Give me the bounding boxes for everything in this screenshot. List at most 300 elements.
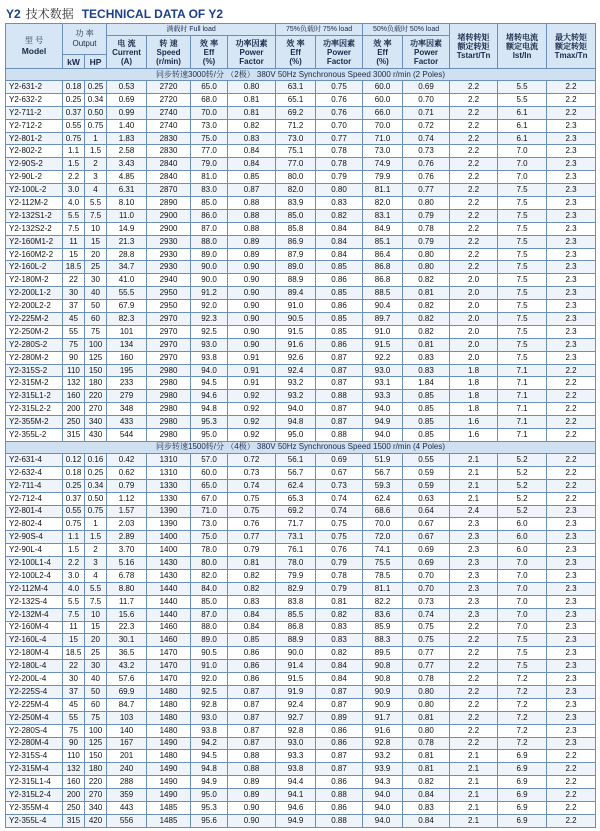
cell-eff: 94.0: [191, 364, 228, 377]
table-row: [6, 235, 596, 248]
pf75-cn: 功率因素: [323, 38, 356, 48]
cell-speed: 1480: [147, 724, 191, 737]
cell-pf: 0.82: [228, 569, 276, 582]
cell-eff: 75.0: [191, 531, 228, 544]
table-row: [6, 338, 596, 351]
cell-eff: 87.0: [191, 608, 228, 621]
cell-pf-50: 0.59: [403, 479, 450, 492]
cell-eff-75: 85.0: [276, 209, 316, 222]
cell-ist-in: 7.1: [498, 416, 547, 429]
model-header-cn: 型 号: [24, 36, 44, 45]
cell-kw: 0.55: [63, 505, 85, 518]
cell-pf-75: 0.83: [316, 621, 363, 634]
eff75-unit: (%): [289, 56, 302, 66]
cell-pf-75: 0.82: [316, 647, 363, 660]
cell-eff-75: 92.7: [276, 711, 316, 724]
cell-model: Y2-100L1-4: [6, 557, 63, 570]
cell-kw: 2.2: [63, 557, 85, 570]
cell-pf-50: 0.84: [403, 814, 450, 827]
cell-tstart-tn: 2.2: [450, 698, 498, 711]
cell-eff-75: 63.1: [276, 81, 316, 94]
cell-eff: 95.6: [191, 814, 228, 827]
cell-eff-75: 94.9: [276, 814, 316, 827]
cell-eff-50: 85.1: [363, 235, 403, 248]
cell-eff: 70.0: [191, 106, 228, 119]
cell-current: 240: [107, 763, 147, 776]
cell-pf-75: 0.87: [316, 698, 363, 711]
cell-kw: 4.0: [63, 197, 85, 210]
cell-eff: 81.0: [191, 171, 228, 184]
cell-tstart-tn: 2.2: [450, 106, 498, 119]
cell-hp: 75: [85, 325, 107, 338]
cell-speed: 2980: [147, 390, 191, 403]
cell-model: Y2-250M-4: [6, 711, 63, 724]
cell-hp: 2: [85, 544, 107, 557]
cell-kw: 30: [63, 287, 85, 300]
tmax-cn2: 额定转矩: [555, 41, 588, 51]
cell-eff-50: 93.2: [363, 750, 403, 763]
cell-tstart-tn: 2.0: [450, 300, 498, 313]
cell-eff-50: 85.9: [363, 621, 403, 634]
cell-pf-75: 0.76: [316, 93, 363, 106]
table-row: [6, 608, 596, 621]
cell-tmax-tn: 2.2: [547, 429, 596, 442]
cell-ist-in: 7.0: [498, 621, 547, 634]
cell-eff-50: 72.0: [363, 531, 403, 544]
cell-current: 22.3: [107, 621, 147, 634]
cell-pf-75: 0.85: [316, 313, 363, 326]
cell-ist-in: 6.1: [498, 119, 547, 132]
cell-eff-75: 65.1: [276, 93, 316, 106]
cell-hp: 180: [85, 377, 107, 390]
cell-eff: 93.8: [191, 351, 228, 364]
cell-tmax-tn: 2.2: [547, 776, 596, 789]
cell-eff-50: 81.1: [363, 184, 403, 197]
cell-kw: 0.18: [63, 81, 85, 94]
table-row: [6, 261, 596, 274]
cell-pf-75: 0.87: [316, 763, 363, 776]
cell-tstart-tn: 2.2: [450, 119, 498, 132]
table-row: [6, 313, 596, 326]
table-row: [6, 595, 596, 608]
pf-header: [228, 36, 276, 69]
table-row: [6, 479, 596, 492]
table-row: [6, 544, 596, 557]
cell-tstart-tn: 2.2: [450, 261, 498, 274]
cell-ist-in: 7.5: [498, 248, 547, 261]
cell-eff-50: 89.7: [363, 313, 403, 326]
cell-pf-50: 0.70: [403, 582, 450, 595]
cell-eff-50: 93.1: [363, 377, 403, 390]
cell-current: 30.1: [107, 634, 147, 647]
cell-pf-75: 0.76: [316, 544, 363, 557]
cell-hp: 3: [85, 171, 107, 184]
cell-eff: 95.0: [191, 429, 228, 442]
cell-speed: 1490: [147, 763, 191, 776]
cell-speed: 2980: [147, 377, 191, 390]
cell-eff-50: 88.5: [363, 287, 403, 300]
cell-ist-in: 7.5: [498, 222, 547, 235]
cell-pf-50: 0.63: [403, 492, 450, 505]
cell-eff-50: 93.3: [363, 390, 403, 403]
cell-tmax-tn: 2.3: [547, 274, 596, 287]
cell-eff: 95.3: [191, 416, 228, 429]
cell-ist-in: 5.2: [498, 479, 547, 492]
cell-kw: 0.55: [63, 119, 85, 132]
cell-current: 8.10: [107, 197, 147, 210]
eff75-cn: 效 率: [286, 38, 305, 48]
cell-model: Y2-711-4: [6, 479, 63, 492]
cell-model: Y2-180M-2: [6, 274, 63, 287]
cell-current: 34.7: [107, 261, 147, 274]
cell-pf: 0.90: [228, 313, 276, 326]
cell-ist-in: 7.0: [498, 595, 547, 608]
table-row: [6, 119, 596, 132]
cell-pf-50: 0.74: [403, 608, 450, 621]
cell-eff: 85.0: [191, 595, 228, 608]
speed-cn: 转 速: [159, 38, 178, 48]
cell-tmax-tn: 2.3: [547, 351, 596, 364]
cell-current: 359: [107, 789, 147, 802]
cell-model: Y2-315S-4: [6, 750, 63, 763]
cell-eff-50: 60.0: [363, 93, 403, 106]
cell-current: 160: [107, 351, 147, 364]
cell-speed: 1490: [147, 737, 191, 750]
cell-tmax-tn: 2.3: [547, 531, 596, 544]
cell-hp: 15: [85, 621, 107, 634]
table-row: [6, 582, 596, 595]
cell-ist-in: 6.1: [498, 106, 547, 119]
cell-model: Y2-801-2: [6, 132, 63, 145]
cell-ist-in: 6.9: [498, 789, 547, 802]
table-row: [6, 377, 596, 390]
cell-kw: 132: [63, 377, 85, 390]
cell-pf-75: 0.67: [316, 466, 363, 479]
cell-pf-50: 0.77: [403, 660, 450, 673]
table-row: [6, 248, 596, 261]
cell-tstart-tn: 1.8: [450, 364, 498, 377]
cell-pf: 0.81: [228, 106, 276, 119]
cell-current: 36.5: [107, 647, 147, 660]
cell-pf-50: 0.80: [403, 698, 450, 711]
cell-pf-75: 0.84: [316, 235, 363, 248]
cell-eff-50: 70.0: [363, 518, 403, 531]
cell-pf-75: 0.78: [316, 569, 363, 582]
cell-hp: 0.25: [85, 466, 107, 479]
cell-kw: 7.5: [63, 222, 85, 235]
cell-eff: 68.0: [191, 93, 228, 106]
cell-speed: 2840: [147, 158, 191, 171]
cell-eff: 88.0: [191, 235, 228, 248]
cell-pf-75: 0.79: [316, 557, 363, 570]
cell-eff-50: 82.2: [363, 595, 403, 608]
cell-tmax-tn: 2.3: [547, 660, 596, 673]
cell-tstart-tn: 2.3: [450, 518, 498, 531]
cell-tstart-tn: 2.2: [450, 145, 498, 158]
cell-pf: 0.82: [228, 119, 276, 132]
cell-speed: 2720: [147, 81, 191, 94]
table-row: [6, 453, 596, 466]
cell-tstart-tn: 2.1: [450, 479, 498, 492]
cell-hp: 7.5: [85, 595, 107, 608]
cell-eff-75: 91.6: [276, 338, 316, 351]
cell-model: Y2-280M-4: [6, 737, 63, 750]
cell-pf-50: 0.78: [403, 673, 450, 686]
cell-pf-50: 0.82: [403, 274, 450, 287]
cell-pf-50: 0.80: [403, 724, 450, 737]
cell-kw: 0.12: [63, 453, 85, 466]
cell-tstart-tn: 2.1: [450, 814, 498, 827]
pf50-en1: Power: [414, 47, 439, 57]
cell-hp: 0.25: [85, 81, 107, 94]
cell-model: Y2-315L2-2: [6, 403, 63, 416]
cell-tmax-tn: 2.3: [547, 698, 596, 711]
cell-ist-in: 5.2: [498, 492, 547, 505]
cell-eff-75: 94.0: [276, 403, 316, 416]
cell-eff: 88.0: [191, 621, 228, 634]
cell-tmax-tn: 2.3: [547, 119, 596, 132]
cell-pf-50: 0.78: [403, 222, 450, 235]
cell-pf-75: 0.82: [316, 209, 363, 222]
cell-model: Y2-711-2: [6, 106, 63, 119]
cell-tmax-tn: 2.3: [547, 518, 596, 531]
cell-speed: 1310: [147, 453, 191, 466]
cell-eff: 94.5: [191, 377, 228, 390]
table-row: [6, 197, 596, 210]
cell-tmax-tn: 2.3: [547, 132, 596, 145]
cell-pf: 0.92: [228, 390, 276, 403]
cell-current: 11.0: [107, 209, 147, 222]
cell-pf-50: 0.69: [403, 81, 450, 94]
cell-hp: 50: [85, 685, 107, 698]
cell-ist-in: 6.0: [498, 544, 547, 557]
cell-ist-in: 7.2: [498, 711, 547, 724]
cell-tmax-tn: 2.3: [547, 313, 596, 326]
cell-hp: 180: [85, 763, 107, 776]
cell-pf: 0.90: [228, 287, 276, 300]
cell-kw: 132: [63, 763, 85, 776]
cell-ist-in: 7.2: [498, 737, 547, 750]
table-row: [6, 750, 596, 763]
table-row: [6, 763, 596, 776]
cell-tstart-tn: 2.2: [450, 634, 498, 647]
cell-pf: 0.89: [228, 789, 276, 802]
cell-pf: 0.91: [228, 364, 276, 377]
cell-current: 0.69: [107, 93, 147, 106]
cell-model: Y2-160L-2: [6, 261, 63, 274]
speed-header: [147, 36, 191, 69]
cell-kw: 2.2: [63, 171, 85, 184]
cell-hp: 30: [85, 274, 107, 287]
cell-pf: 0.88: [228, 209, 276, 222]
cell-tstart-tn: 2.2: [450, 158, 498, 171]
cell-model: Y2-132S2-2: [6, 222, 63, 235]
eff-cn: 效 率: [199, 38, 219, 48]
kw-header: kW: [63, 55, 85, 69]
cell-tstart-tn: 2.1: [450, 763, 498, 776]
table-row: [6, 660, 596, 673]
cell-pf: 0.84: [228, 158, 276, 171]
section-row: [6, 441, 596, 453]
cell-pf-50: 0.80: [403, 261, 450, 274]
cell-pf-75: 0.77: [316, 132, 363, 145]
cell-current: 433: [107, 416, 147, 429]
cell-pf: 0.88: [228, 197, 276, 210]
cell-hp: 0.50: [85, 106, 107, 119]
cell-ist-in: 7.2: [498, 685, 547, 698]
cell-speed: 2980: [147, 416, 191, 429]
cell-tstart-tn: 2.1: [450, 492, 498, 505]
cell-pf-75: 0.88: [316, 429, 363, 442]
cell-eff: 93.0: [191, 711, 228, 724]
cell-kw: 7.5: [63, 608, 85, 621]
cell-kw: 3.0: [63, 184, 85, 197]
cell-current: 41.0: [107, 274, 147, 287]
cell-eff-75: 56.7: [276, 466, 316, 479]
cell-tstart-tn: 2.3: [450, 544, 498, 557]
cell-hp: 40: [85, 673, 107, 686]
cell-tmax-tn: 2.3: [547, 621, 596, 634]
cell-ist-in: 6.9: [498, 814, 547, 827]
table-row: [6, 673, 596, 686]
cell-tstart-tn: 2.3: [450, 608, 498, 621]
cell-speed: 2980: [147, 403, 191, 416]
cell-pf: 0.74: [228, 479, 276, 492]
cell-hp: 40: [85, 287, 107, 300]
cell-eff-75: 93.8: [276, 763, 316, 776]
table-row: [6, 505, 596, 518]
cell-speed: 2950: [147, 287, 191, 300]
cell-eff-75: 77.0: [276, 158, 316, 171]
cell-ist-in: 7.2: [498, 724, 547, 737]
cell-speed: 1400: [147, 531, 191, 544]
table-row: [6, 222, 596, 235]
cell-pf: 0.84: [228, 621, 276, 634]
cell-ist-in: 7.0: [498, 608, 547, 621]
cell-ist-in: 7.5: [498, 287, 547, 300]
cell-pf: 0.83: [228, 595, 276, 608]
cell-speed: 1480: [147, 698, 191, 711]
cell-pf: 0.86: [228, 647, 276, 660]
table-row: [6, 351, 596, 364]
cell-ist-in: 7.5: [498, 338, 547, 351]
cell-eff-50: 73.0: [363, 145, 403, 158]
table-row: [6, 416, 596, 429]
table-row: [6, 647, 596, 660]
cell-ist-in: 7.0: [498, 582, 547, 595]
cell-model: Y2-801-4: [6, 505, 63, 518]
cell-pf: 0.90: [228, 801, 276, 814]
cell-pf: 0.87: [228, 711, 276, 724]
cell-eff-50: 94.0: [363, 801, 403, 814]
cell-eff: 92.3: [191, 313, 228, 326]
cell-eff: 67.0: [191, 492, 228, 505]
cell-speed: 2970: [147, 338, 191, 351]
cell-eff-50: 93.0: [363, 364, 403, 377]
cell-tmax-tn: 2.3: [547, 222, 596, 235]
cell-pf-50: 0.80: [403, 685, 450, 698]
cell-pf-50: 0.70: [403, 569, 450, 582]
table-row: [6, 106, 596, 119]
cell-speed: 2980: [147, 429, 191, 442]
cell-eff-75: 92.4: [276, 698, 316, 711]
cell-speed: 2900: [147, 222, 191, 235]
table-row: [6, 698, 596, 711]
cell-eff: 65.0: [191, 81, 228, 94]
cell-pf: 0.88: [228, 750, 276, 763]
cell-pf-75: 0.83: [316, 197, 363, 210]
cell-pf-75: 0.87: [316, 416, 363, 429]
cell-pf-75: 0.75: [316, 518, 363, 531]
cell-tmax-tn: 2.3: [547, 582, 596, 595]
cell-speed: 2890: [147, 197, 191, 210]
cell-eff-75: 83.8: [276, 595, 316, 608]
cell-kw: 0.18: [63, 466, 85, 479]
cell-speed: 1485: [147, 814, 191, 827]
cell-eff: 73.0: [191, 119, 228, 132]
cell-hp: 150: [85, 750, 107, 763]
cell-pf-50: 0.85: [403, 403, 450, 416]
cell-tmax-tn: 2.2: [547, 93, 596, 106]
cell-pf-75: 0.88: [316, 390, 363, 403]
cell-kw: 1.1: [63, 145, 85, 158]
cell-kw: 90: [63, 351, 85, 364]
cell-current: 0.79: [107, 479, 147, 492]
cell-eff-50: 91.5: [363, 338, 403, 351]
cell-pf-50: 0.81: [403, 287, 450, 300]
eff50-en: Eff: [377, 47, 388, 57]
cell-pf-50: 0.80: [403, 248, 450, 261]
table-row: [6, 711, 596, 724]
cell-kw: 45: [63, 698, 85, 711]
cell-pf-75: 0.84: [316, 248, 363, 261]
cell-model: Y2-90L-2: [6, 171, 63, 184]
cell-pf: 0.92: [228, 416, 276, 429]
cell-eff: 93.8: [191, 724, 228, 737]
cell-ist-in: 7.5: [498, 325, 547, 338]
cell-kw: 15: [63, 634, 85, 647]
cell-eff: 94.8: [191, 763, 228, 776]
table-row: [6, 325, 596, 338]
cell-current: 0.99: [107, 106, 147, 119]
table-row: [6, 801, 596, 814]
cell-hp: 20: [85, 634, 107, 647]
cell-tstart-tn: 2.3: [450, 531, 498, 544]
cell-pf-50: 0.82: [403, 313, 450, 326]
cell-tmax-tn: 2.2: [547, 763, 596, 776]
cell-hp: 4: [85, 569, 107, 582]
cell-speed: 1390: [147, 518, 191, 531]
cell-model: Y2-112M-4: [6, 582, 63, 595]
cell-tstart-tn: 2.2: [450, 171, 498, 184]
cell-ist-in: 7.0: [498, 557, 547, 570]
pf75-header: [316, 36, 363, 69]
cell-hp: 2: [85, 158, 107, 171]
cell-eff-50: 84.9: [363, 222, 403, 235]
cell-tstart-tn: 2.1: [450, 453, 498, 466]
tstart-header: [450, 24, 498, 69]
cell-pf-50: 0.69: [403, 557, 450, 570]
cell-eff-50: 71.0: [363, 132, 403, 145]
cell-model: Y2-712-4: [6, 492, 63, 505]
cell-ist-in: 5.5: [498, 81, 547, 94]
cell-pf-50: 0.64: [403, 505, 450, 518]
table-row: [6, 621, 596, 634]
cell-model: Y2-315S-2: [6, 364, 63, 377]
cell-tmax-tn: 2.3: [547, 325, 596, 338]
cell-pf-50: 0.82: [403, 776, 450, 789]
cell-speed: 2950: [147, 300, 191, 313]
